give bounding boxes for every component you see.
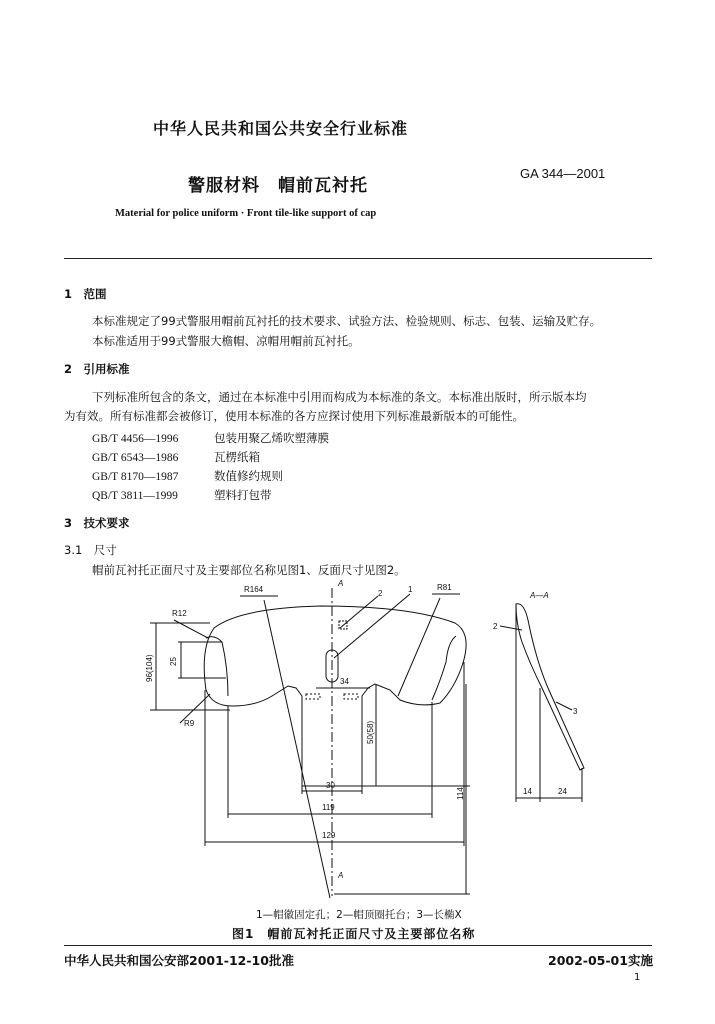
left-notch: [306, 694, 320, 699]
right-ear-inner-line: [432, 636, 456, 700]
label-callout-2-side: 2: [493, 622, 498, 631]
label-section-title: A—A: [530, 591, 549, 600]
label-section-a-top: A: [338, 579, 344, 588]
label-dim-14: 14: [523, 787, 532, 796]
reference-item: [92, 487, 272, 503]
section-2-paragraph-line-1: 下列标准所包含的条文，通过在本标准中引用而构成为本标准的条文。本标准出版时，所示版本均: [92, 390, 587, 404]
callout-2-leader: [340, 596, 378, 628]
left-ear-inner-line: [206, 637, 228, 696]
label-dim-24: 24: [558, 787, 567, 796]
figure-1-drawing: [0, 578, 715, 908]
page-number: 1: [634, 972, 641, 983]
reference-item: [92, 430, 329, 446]
section-1-paragraph-1: 本标准规定了99式警服用帽前瓦衬托的技术要求、试验方法、检验规则、标志、包装、运输及贮存。: [92, 314, 602, 328]
section-1-heading: 1 范围: [64, 287, 107, 301]
label-r12: R12: [172, 609, 187, 618]
label-callout-3: 3: [573, 707, 578, 716]
document-title-english: Material for police uniform · Front tile-like support of cap: [115, 208, 377, 219]
label-r164: R164: [244, 585, 264, 594]
section-view-profile: [516, 604, 584, 770]
label-callout-1: 1: [408, 585, 413, 594]
section-3-1-paragraph: 帽前瓦衬托正面尺寸及主要部位名称见图1、反面尺寸见图2。: [92, 563, 406, 577]
cap-support-outline: [204, 606, 466, 786]
implementation-date: 2002-05-01实施: [548, 953, 653, 968]
r81-leader: [398, 598, 440, 696]
right-notch: [344, 694, 358, 699]
label-dim-25: 25: [169, 657, 178, 666]
section-2-heading: 2 引用标准: [64, 362, 130, 376]
header-divider: [64, 258, 652, 259]
label-dim-50: 50(58): [366, 720, 375, 744]
section-1-paragraph-2: 本标准适用于99式警服大檐帽、凉帽用帽前瓦衬托。: [92, 334, 360, 348]
figure-legend: 1—帽徽固定孔；2—帽顶圈托台；3—长椭X: [256, 909, 462, 921]
reference-code: GB/T 8170—1987: [92, 471, 179, 483]
label-dim-129: 129: [322, 831, 336, 840]
reference-name: 数值修约规则: [214, 469, 283, 483]
label-dim-30: 30: [326, 781, 335, 790]
section-3-heading: 3 技术要求: [64, 516, 130, 530]
reference-name: 包装用聚乙烯吹塑薄膜: [214, 431, 329, 445]
document-title-chinese: 警服材料 帽前瓦衬托: [188, 176, 368, 196]
reference-item: [92, 468, 283, 484]
reference-name: 塑料打包带: [214, 488, 272, 502]
reference-name: 瓦楞纸箱: [214, 450, 260, 464]
label-r81: R81: [437, 583, 452, 592]
label-dim-34: 34: [340, 677, 349, 686]
label-dim-119: 119: [322, 803, 335, 812]
section-2-paragraph-line-2: 为有效。所有标准都会被修订，使用本标准的各方应探讨使用下列标准最新版本的可能性。: [64, 409, 524, 423]
section-callout-3-leader: [556, 702, 572, 710]
reference-code: QB/T 3811—1999: [92, 490, 178, 502]
label-callout-2: 2: [378, 589, 383, 598]
label-r9: R9: [184, 719, 195, 728]
section-3-1-heading: 3.1 尺寸: [64, 543, 117, 557]
label-dim-114: 114: [456, 787, 465, 800]
label-dim-96: 96(104): [145, 654, 154, 682]
approval-line: 中华人民共和国公安部2001-12-10批准: [64, 953, 294, 968]
r164-leader: [264, 600, 330, 898]
reference-code: GB/T 4456—1996: [92, 433, 179, 445]
standard-number: GA 344—2001: [520, 166, 606, 181]
label-section-a-bottom: A: [338, 871, 344, 880]
reference-item: [92, 449, 260, 465]
callout-1-leader: [334, 594, 410, 658]
footer-divider: [64, 945, 652, 946]
standard-category-heading: 中华人民共和国公共安全行业标准: [153, 119, 409, 138]
reference-code: GB/T 6543—1986: [92, 452, 179, 464]
figure-caption: 图1 帽前瓦衬托正面尺寸及主要部位名称: [232, 927, 476, 941]
